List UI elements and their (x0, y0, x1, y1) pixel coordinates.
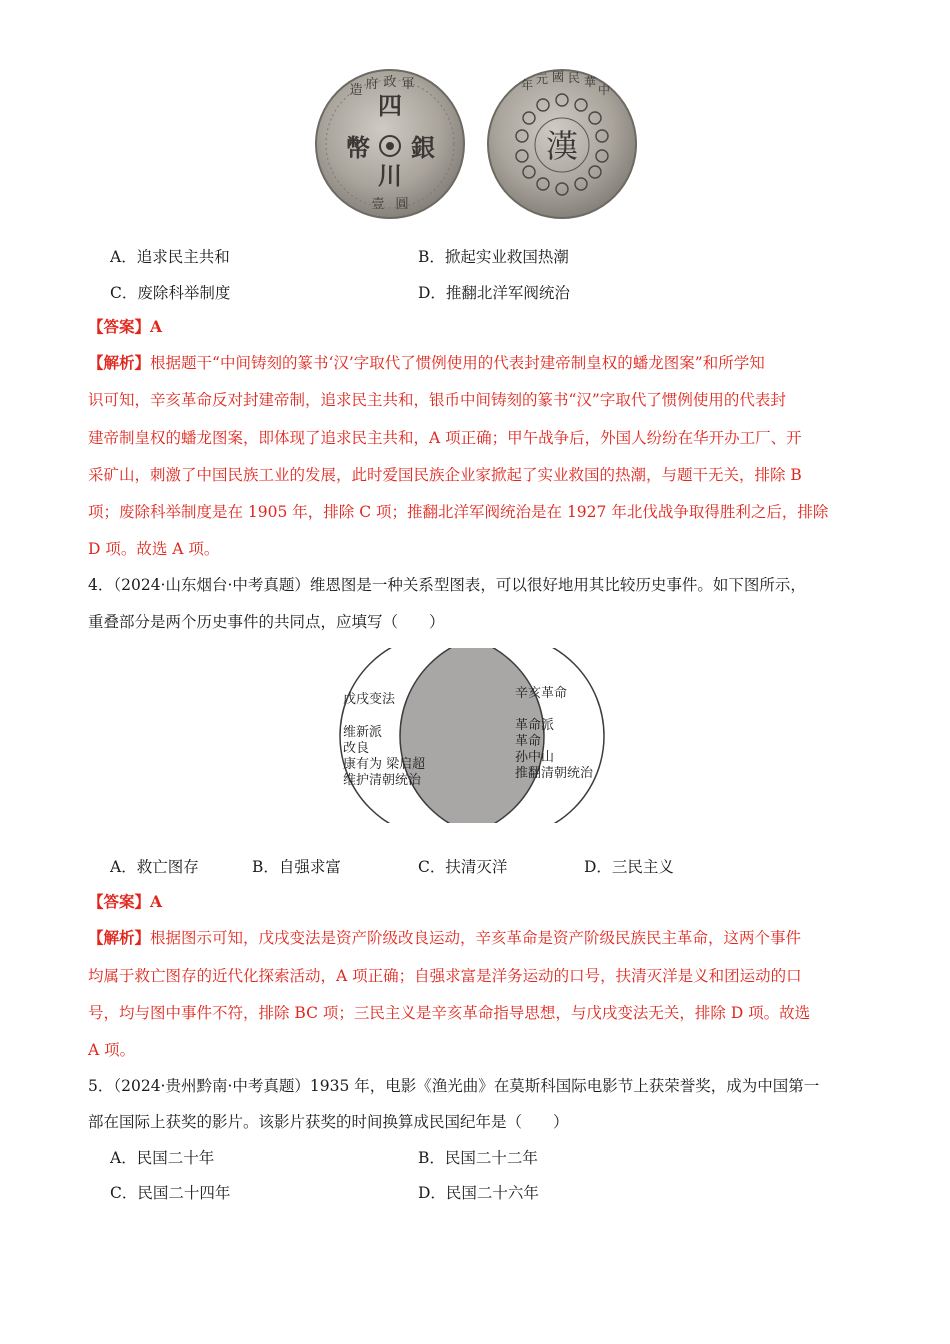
q3-analysis-line-5: 项；废除科举制度是在 1905 年，排除 C 项；推翻北洋军阀统治是在 1927 年北伐战争取得胜利之后，排除 (88, 503, 829, 521)
venn-left-title: 戊戌变法 (343, 692, 396, 707)
q4-option-c: C．扶清灭洋 (418, 858, 508, 876)
q4-answer (88, 892, 162, 912)
venn-right-item-4: 推翻清朝统治 (515, 766, 594, 781)
left-coin-char-rim-t1: 軍 (401, 77, 415, 92)
venn-left-item-3: 康有为 梁启超 (343, 757, 426, 772)
q4-analysis-line-4: A 项。 (88, 1041, 136, 1059)
q4-option-a: A．救亡图存 (110, 858, 199, 876)
q4-analysis-line-2: 均属于救亡图存的近代化探索活动，A 项正确；自强求富是洋务运动的口号，扶清灭洋是义和团运动的口 (88, 967, 802, 985)
q4-answer-label: 【答案】 (88, 892, 151, 911)
q3-answer-label: 【答案】 (88, 317, 151, 336)
q4-analysis-label: 【解析】 (88, 928, 151, 947)
q3-option-b: B．掀起实业救国热潮 (418, 248, 569, 266)
q4-analysis-line-3: 号，均与图中事件不符，排除 BC 项；三民主义是辛亥革命指导思想，与戊戌变法无关，排除 D 项。故选 (88, 1004, 811, 1022)
left-coin-char-bottom: 川 (378, 161, 402, 190)
venn-left-item-1: 维新派 (343, 725, 383, 740)
q3-answer (88, 317, 162, 337)
right-coin-rim-5: 元 (535, 72, 549, 86)
right-coin-rim-4: 國 (551, 70, 565, 84)
venn-diagram (330, 648, 615, 823)
q4-option-d: D．三民主义 (584, 858, 674, 876)
right-coin-rim-1: 中 (597, 83, 611, 97)
q4-analysis-text-1: 根据图示可知，戊戌变法是资产阶级改良运动，辛亥革命是资产阶级民族民主革命，这两个事件 (150, 929, 802, 947)
left-coin-char-top: 四 (378, 91, 402, 120)
q5-option-b: B．民国二十二年 (418, 1149, 538, 1167)
right-coin (488, 70, 636, 218)
q3-option-c: C．废除科举制度 (110, 284, 231, 302)
q3-analysis-line-6: D 项。故选 A 项。 (88, 540, 220, 558)
right-coin-center-char: 漢 (545, 127, 579, 165)
q3-analysis-line-4: 采矿山，刺激了中国民族工业的发展，此时爱国民族企业家掀起了实业救国的热潮，与题干无关，排除 B (88, 466, 802, 484)
left-coin-char-right: 銀 (411, 133, 435, 162)
q5-option-a: A．民国二十年 (110, 1149, 215, 1167)
q4-stem-line-1: 4．（2024·山东烟台·中考真题）维恩图是一种关系型图表，可以很好地用其比较历史事件。如下图所示， (88, 576, 806, 594)
left-coin-char-rim-b2: 圓 (395, 197, 409, 212)
q4-option-b: B．自强求富 (252, 858, 341, 876)
q3-analysis-line-1 (88, 353, 765, 373)
venn-right-item-2: 革命 (515, 734, 542, 749)
q3-analysis-line-2: 识可知，辛亥革命反对封建帝制，追求民主共和，银币中间铸刻的篆书“汉”字取代了惯例使用的代表封 (88, 391, 786, 409)
q3-analysis-text-1: 根据题干“中间铸刻的篆书‘汉’字取代了惯例使用的代表封建帝制皇权的蟠龙图案”和所学知 (150, 354, 765, 372)
right-coin-rim-2: 華 (583, 75, 597, 89)
q3-analysis-label: 【解析】 (88, 353, 151, 372)
venn-right-title: 辛亥革命 (515, 686, 568, 701)
q5-stem-line-1: 5．（2024·贵州黔南·中考真题）1935 年，电影《渔光曲》在莫斯科国际电影节上获荣誉奖，成为中国第一 (88, 1077, 820, 1095)
right-coin-rim-3: 民 (567, 71, 581, 85)
q3-option-a: A．追求民主共和 (110, 248, 230, 266)
q4-answer-value: A (150, 892, 163, 911)
left-coin-char-rim-t3: 府 (365, 77, 379, 92)
left-coin (316, 70, 464, 218)
left-coin-char-rim-t4: 造 (349, 83, 363, 98)
q3-analysis-line-3: 建帝制皇权的蟠龙图案，即体现了追求民主共和，A 项正确；甲午战争后，外国人纷纷在华开办工厂、开 (88, 429, 802, 447)
q4-stem-line-2: 重叠部分是两个历史事件的共同点，应填写（ ） (88, 613, 445, 631)
q5-option-c: C．民国二十四年 (110, 1184, 231, 1202)
right-coin-rim-6: 年 (520, 78, 534, 92)
q4-analysis-line-1 (88, 928, 801, 948)
venn-left-item-2: 改良 (343, 741, 370, 756)
left-coin-char-rim-b1: 壹 (371, 197, 385, 212)
venn-right-item-3: 孙中山 (515, 750, 555, 765)
q5-option-d: D．民国二十六年 (418, 1184, 539, 1202)
left-coin-char-rim-t2: 政 (383, 75, 397, 90)
q3-answer-value: A (150, 317, 163, 336)
q5-stem-line-2: 部在国际上获奖的影片。该影片获奖的时间换算成民国纪年是（ ） (88, 1113, 569, 1131)
venn-left-item-4: 维护清朝统治 (343, 773, 422, 788)
coin-image (312, 68, 644, 220)
venn-right-item-1: 革命派 (515, 718, 555, 733)
left-coin-char-left: 幣 (346, 133, 370, 162)
q3-option-d: D．推翻北洋军阀统治 (418, 284, 570, 302)
